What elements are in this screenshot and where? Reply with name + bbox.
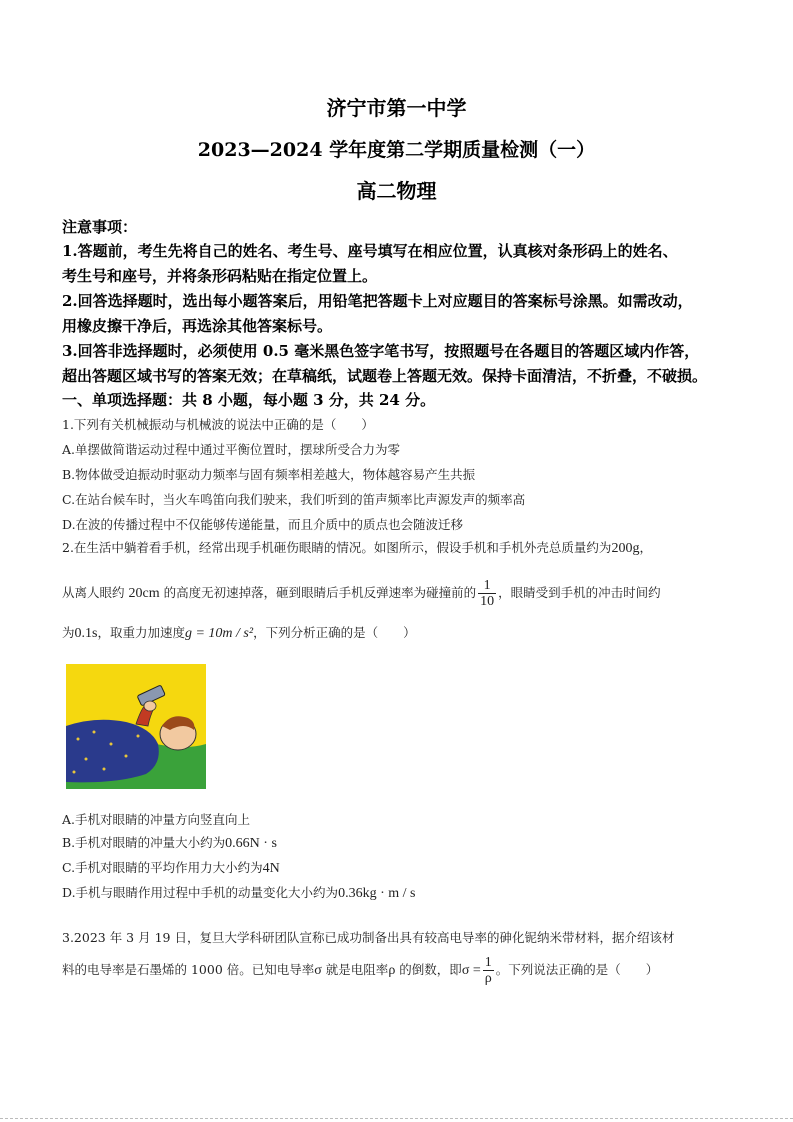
q2-mass: 200g bbox=[611, 541, 640, 556]
q1-option-c: C.在站台候车时，当火车鸣笛向我们驶来，我们听到的笛声频率比声源发声的频率高 bbox=[62, 492, 526, 507]
q1-option-d: D.在波的传播过程中不仅能够传递能量，而且介质中的质点也会随波迁移 bbox=[62, 517, 464, 532]
q2-text: ，取重力加速度 bbox=[97, 625, 185, 640]
q1-stem: 1.下列有关机械振动与机械波的说法中正确的是（ ） bbox=[62, 417, 374, 432]
phone-dropping-illustration bbox=[66, 664, 206, 789]
fraction-numerator: 1 bbox=[483, 578, 491, 593]
q2-text: 的高度无初速掉落，砸到眼睛后手机反弹速率为碰撞前的 bbox=[163, 585, 477, 600]
subject-title: 高二物理 bbox=[356, 179, 437, 203]
q3-fraction bbox=[483, 955, 494, 986]
notice-item-1b: 考生号和座号，并将条形码粘贴在指定位置上。 bbox=[62, 267, 378, 285]
q2-line-3 bbox=[62, 623, 416, 642]
q3-text: 的倒数，即 bbox=[399, 962, 462, 977]
page-bottom-divider bbox=[0, 1118, 793, 1119]
q2-punct: ， bbox=[639, 540, 652, 555]
q2-option-d-text: D.手机与眼睛作用过程中手机的动量变化大小约为 bbox=[62, 885, 339, 900]
q1-option-a: A.单摆做简谐运动过程中通过平衡位置时，摆球所受合力为零 bbox=[62, 442, 401, 457]
notice-item-3a: 3.回答非选择题时，必须使用 0.5 毫米黑色签字笔书写，按照题号在各题目的答题区域内作答， bbox=[62, 342, 700, 360]
illus-hand bbox=[144, 701, 156, 711]
q2-fraction bbox=[478, 578, 496, 609]
fraction-numerator: 1 bbox=[484, 955, 492, 970]
q2-text: 从离人眼约 bbox=[62, 585, 125, 600]
q2-line-1 bbox=[62, 538, 652, 557]
q2-height: 20cm bbox=[128, 586, 160, 601]
notice-item-2b: 用橡皮擦干净后，再选涂其他答案标号。 bbox=[62, 317, 333, 335]
rho-symbol: ρ bbox=[388, 963, 396, 978]
q2-option-b-text: B.手机对眼睛的冲量大小约为 bbox=[62, 835, 226, 850]
exam-title: 2023—2024 学年度第二学期质量检测（一） bbox=[197, 139, 596, 161]
notice-item-3b: 超出答题区域书写的答案无效；在草稿纸，试题卷上答题无效。保持卡面清洁，不折叠，不破损。 bbox=[62, 367, 708, 385]
fraction-denominator: ρ bbox=[484, 971, 492, 986]
q2-text: ，下列分析正确的是（ ） bbox=[253, 625, 416, 640]
notice-item-1a: 1.答题前，考生先将自己的姓名、考生号、座号填写在相应位置，认真核对条形码上的姓名、 bbox=[62, 242, 678, 260]
q2-option-c-value: 4N bbox=[262, 861, 280, 876]
q2-text: ，眼睛受到手机的冲击时间约 bbox=[498, 585, 661, 600]
q2-option-d-value: 0.36kg · m / s bbox=[338, 886, 416, 901]
q2-text: 2.在生活中躺着看手机，经常出现手机砸伤眼睛的情况。如图所示，假设手机和手机外壳总质量约为 bbox=[62, 540, 612, 555]
fraction-denominator: 10 bbox=[480, 594, 495, 609]
q2-line-2 bbox=[62, 578, 661, 609]
q2-option-d bbox=[62, 883, 415, 902]
q2-option-a: A.手机对眼睛的冲量方向竖直向上 bbox=[62, 812, 251, 827]
q1-option-b: B.物体做受迫振动时驱动力频率与固有频率相差越大，物体越容易产生共振 bbox=[62, 467, 476, 482]
q3-text: 。下列说法正确的是（ ） bbox=[495, 962, 659, 977]
notice-item-2a: 2.回答选择题时，选出每小题答案后，用铅笔把答题卡上对应题目的答案标号涂黑。如需改动， bbox=[62, 292, 693, 310]
q2-text: 为 bbox=[62, 625, 75, 640]
q3-text: 就是电阻率 bbox=[325, 962, 389, 977]
q2-option-b-value: 0.66N · s bbox=[225, 836, 277, 851]
q2-option-c-text: C.手机对眼睛的平均作用力大小约为 bbox=[62, 860, 263, 875]
q2-time: 0.1s bbox=[74, 626, 98, 641]
q3-line-2 bbox=[62, 955, 658, 986]
notice-title: 注意事项： bbox=[62, 218, 138, 236]
q3-equation-left: σ = bbox=[461, 963, 481, 978]
sigma-symbol: σ bbox=[314, 963, 322, 978]
q2-option-b bbox=[62, 833, 277, 852]
section-heading: 一、单项选择题：共 8 小题，每小题 3 分，共 24 分。 bbox=[62, 391, 436, 409]
q2-option-c bbox=[62, 858, 280, 877]
q3-text: 料的电导率是石墨烯的 1000 倍。已知电导率 bbox=[62, 962, 315, 977]
q2-gravity: g = 10m / s² bbox=[184, 626, 254, 641]
q3-line-1: 3.2023 年 3 月 19 日，复旦大学科研团队宣称已成功制备出具有较高电导率的砷化铌纳米带材料，据介绍该材 bbox=[62, 930, 675, 945]
school-name: 济宁市第一中学 bbox=[326, 96, 467, 120]
